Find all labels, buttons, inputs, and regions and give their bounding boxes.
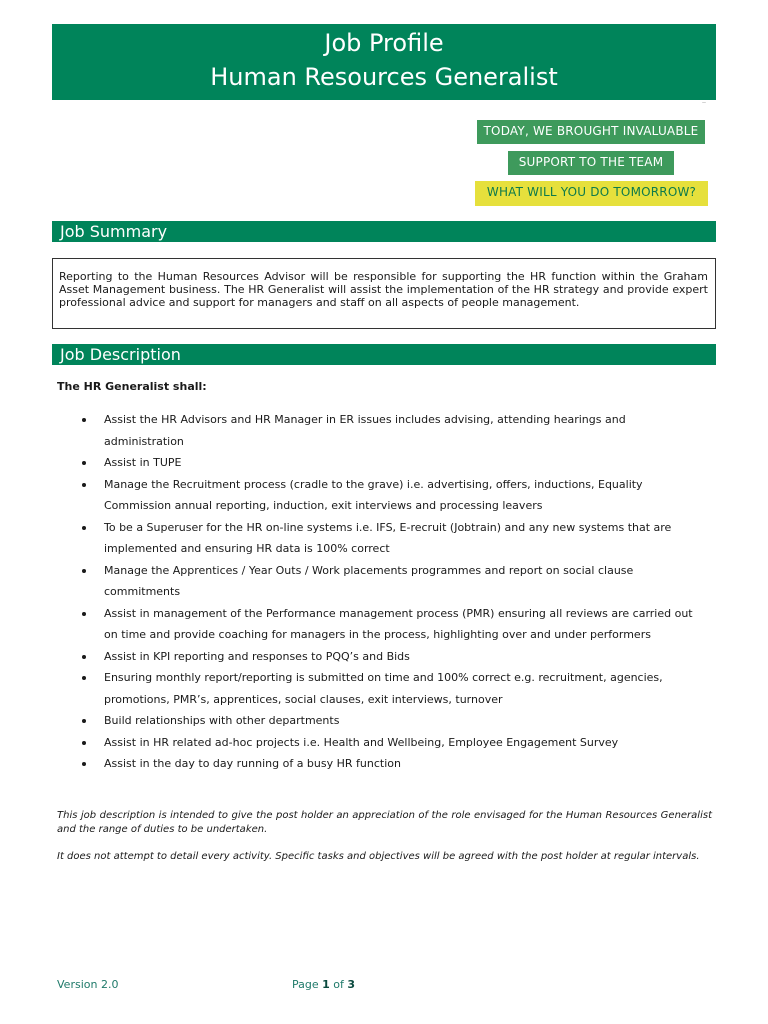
job-summary-text: Reporting to the Human Resources Advisor will be responsible for supporting the HR function within the Graham Asset Management business. The HR Generalist will assist the implementation of the HR strategy and provide expert professional advice and support for managers and staff on all aspects of people management.: [59, 270, 708, 309]
page-of: of: [333, 978, 344, 991]
title-banner: [52, 24, 716, 100]
corner-mark-icon: —: [702, 100, 706, 105]
document-title: Job Profile: [324, 29, 444, 57]
list-item: Ensuring monthly report/reporting is submitted on time and 100% correct e.g. recruitment, agencies, promotions, PMR’s, apprentices, social clauses, exit interviews, turnover: [57, 667, 697, 710]
tagline-1: TODAY, WE BROUGHT INVALUABLE: [477, 120, 705, 144]
footer-page-number: [292, 977, 355, 993]
page-label: Page: [292, 978, 319, 991]
page-total: 3: [347, 978, 356, 991]
page-current: 1: [322, 978, 330, 991]
duties-list: [57, 409, 697, 775]
list-item: Assist in the day to day running of a busy HR function: [57, 753, 697, 775]
list-item: Assist in management of the Performance management process (PMR) ensuring all reviews are carried out on time and provide coaching for managers in the process, highlighting over and under performers: [57, 603, 697, 646]
tagline-2: SUPPORT TO THE TEAM: [508, 151, 674, 175]
job-title: Human Resources Generalist: [210, 63, 558, 91]
tagline-3: WHAT WILL YOU DO TOMORROW?: [475, 181, 708, 206]
list-item: Manage the Recruitment process (cradle to the grave) i.e. advertising, offers, inductions, Equality Commission annual reporting, induction, exit interviews and processing leavers: [57, 474, 697, 517]
job-summary-heading: Job Summary: [52, 221, 716, 242]
list-item: Assist in HR related ad-hoc projects i.e. Health and Wellbeing, Employee Engagement Survey: [57, 732, 697, 754]
duties-intro: The HR Generalist shall:: [57, 380, 207, 393]
footer-version: Version 2.0: [57, 978, 119, 991]
list-item: Manage the Apprentices / Year Outs / Work placements programmes and report on social clause commitments: [57, 560, 697, 603]
job-description-heading: Job Description: [52, 344, 716, 365]
note-activities: It does not attempt to detail every activity. Specific tasks and objectives will be agreed with the post holder at regular intervals.: [57, 851, 700, 862]
job-summary-box: [52, 258, 716, 329]
note-appreciation: This job description is intended to give the post holder an appreciation of the role envisaged for the Human Resources Generalist and the range of duties to be undertaken.: [57, 810, 712, 835]
list-item: Assist in TUPE: [57, 452, 697, 474]
list-item: To be a Superuser for the HR on-line systems i.e. IFS, E-recruit (Jobtrain) and any new systems that are implemented and ensuring HR data is 100% correct: [57, 517, 697, 560]
list-item: Build relationships with other departments: [57, 710, 697, 732]
list-item: Assist the HR Advisors and HR Manager in ER issues includes advising, attending hearings and administration: [57, 409, 697, 452]
list-item: Assist in KPI reporting and responses to PQQ’s and Bids: [57, 646, 697, 668]
